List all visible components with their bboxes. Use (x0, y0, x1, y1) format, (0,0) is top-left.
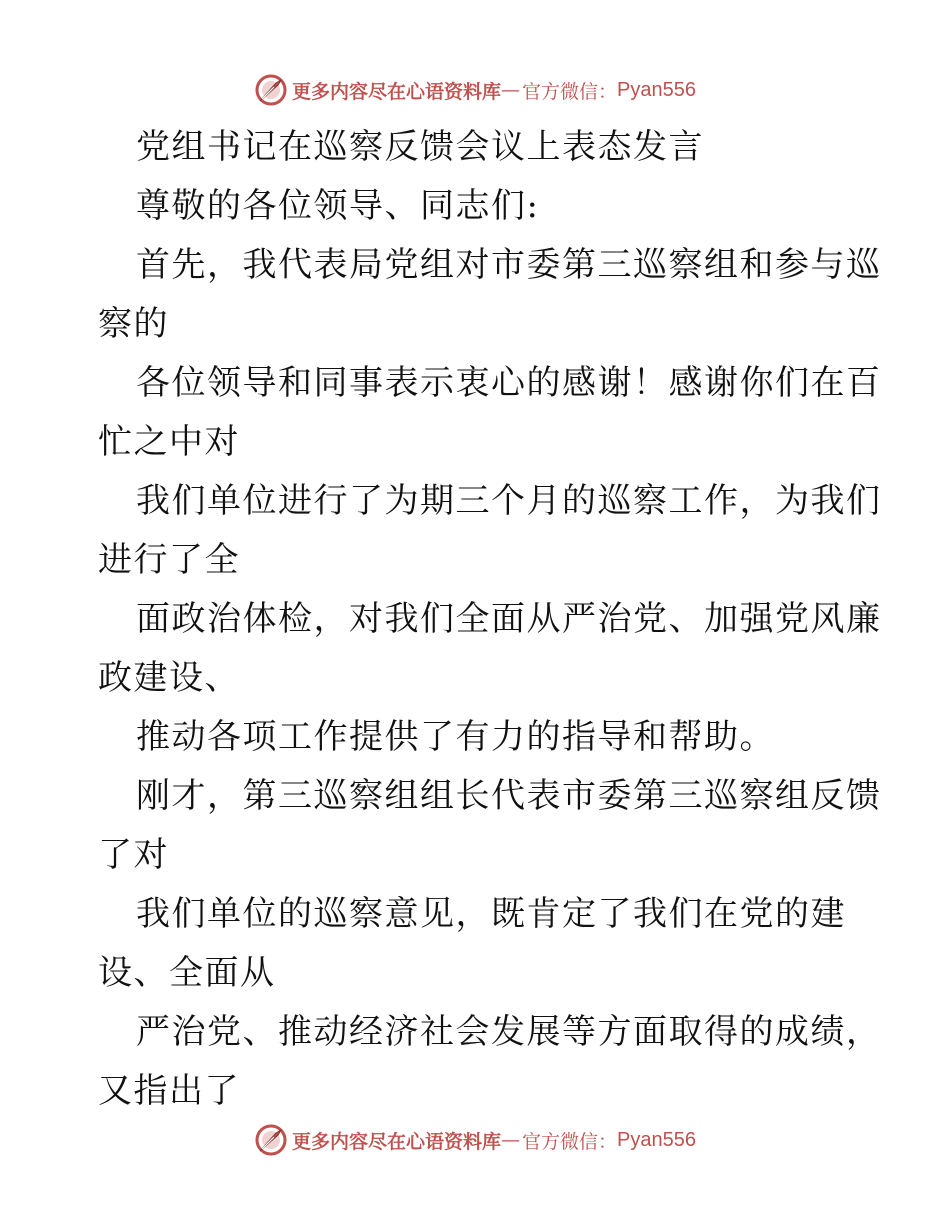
paragraph-line: 首先，我代表局党组对市委第三巡察组和参与巡 (136, 245, 882, 285)
paragraph-line: 又指出了 (98, 1071, 240, 1111)
watermark-separator: — (501, 1129, 521, 1151)
paragraph-line: 了对 (98, 835, 169, 875)
watermark-label: 官方微信： (522, 1130, 618, 1153)
paragraph-line: 我们单位的巡察意见，既肯定了我们在党的建 (136, 894, 846, 934)
watermark-text: 更多内容尽在心语资料库 (292, 80, 502, 103)
quill-pen-logo-icon (254, 73, 288, 107)
paragraph-line: 察的 (98, 304, 169, 344)
paragraph-line: 设、全面从 (98, 953, 276, 993)
paragraph-line: 推动各项工作提供了有力的指导和帮助。 (136, 717, 775, 757)
paragraph-line: 各位领导和同事表示衷心的感谢！感谢你们在百 (136, 363, 882, 403)
watermark-separator: — (501, 79, 521, 101)
watermark-wechat-id: Pyan556 (617, 78, 696, 101)
quill-pen-logo-icon (254, 1123, 288, 1157)
paragraph-line: 党组书记在巡察反馈会议上表态发言 (136, 127, 704, 167)
paragraph-line: 忙之中对 (98, 422, 240, 462)
header-watermark (0, 70, 950, 110)
paragraph-line: 严治党、推动经济社会发展等方面取得的成绩， (136, 1012, 882, 1052)
document-body (98, 118, 882, 1121)
watermark-wechat-id: Pyan556 (617, 1128, 696, 1151)
watermark-label: 官方微信： (522, 80, 618, 103)
footer-watermark (0, 1120, 950, 1160)
paragraph-line: 刚才，第三巡察组组长代表市委第三巡察组反馈 (136, 776, 882, 816)
paragraph-line: 政建设、 (98, 658, 240, 698)
paragraph-line: 面政治体检，对我们全面从严治党、加强党风廉 (136, 599, 882, 639)
paragraph-line: 尊敬的各位领导、同志们: (136, 186, 540, 226)
watermark-text: 更多内容尽在心语资料库 (292, 1130, 502, 1153)
paragraph-line: 我们单位进行了为期三个月的巡察工作，为我们 (136, 481, 882, 521)
paragraph-line: 进行了全 (98, 540, 240, 580)
